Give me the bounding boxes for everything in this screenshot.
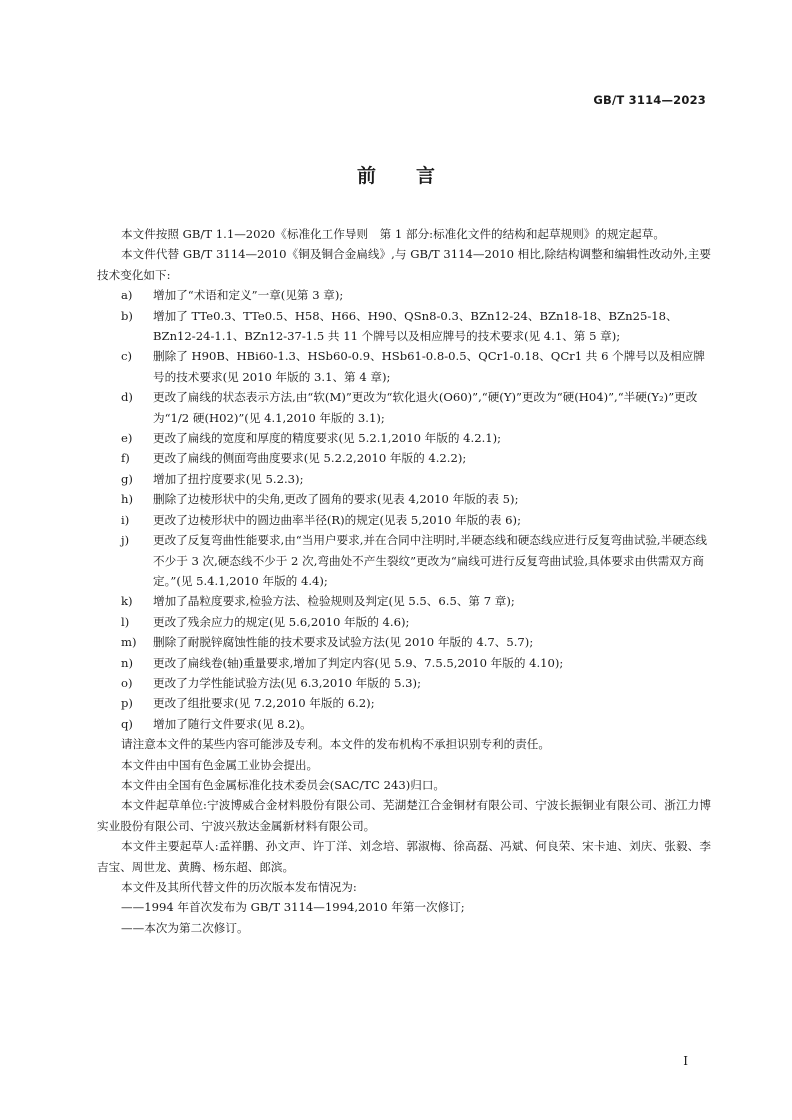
- list-item-label: d): [121, 390, 133, 405]
- list-item: [97, 285, 711, 305]
- list-item-label: b): [121, 308, 133, 323]
- list-item-text: 更改了组批要求(见 7.2,2010 年版的 6.2);: [153, 696, 375, 711]
- list-item-text: 更改了扁线的宽度和厚度的精度要求(见 5.2.1,2010 年版的 4.2.1);: [153, 431, 502, 446]
- history-item: ——本次为第二次修订。: [121, 920, 249, 935]
- list-item-text: 增加了 TTe0.3、TTe0.5、H58、H66、H90、QSn8-0.3、BZn12-24、BZn18-18、BZn25-18、BZn12-24-1.1、BZn12-37-1.5 共 11 个牌号以及相应牌号的技术要求(见 4.1、第 5 章);: [153, 308, 678, 344]
- list-item-text: 更改了力学性能试验方法(见 6.3,2010 年版的 5.3);: [153, 675, 421, 690]
- list-item: [97, 673, 711, 693]
- list-item-label: c): [121, 349, 133, 364]
- list-item: [97, 346, 711, 387]
- list-item: [97, 428, 711, 448]
- list-item-label: i): [121, 512, 130, 527]
- page-number: I: [683, 1054, 688, 1068]
- title-char-1: 前: [356, 165, 376, 187]
- paragraph-proposer: 本文件由中国有色金属工业协会提出。: [121, 757, 319, 772]
- history-item: ——1994 年首次发布为 GB/T 3114—1994,2010 年第一次修订;: [121, 900, 465, 915]
- list-item-label: o): [121, 675, 133, 690]
- list-item-text: 增加了晶粒度要求,检验方法、检验规则及判定(见 5.5、6.5、第 7 章);: [153, 594, 515, 609]
- list-item-text: 删除了边棱形状中的尖角,更改了圆角的要求(见表 4,2010 年版的表 5);: [153, 492, 519, 507]
- list-item-text: 更改了残余应力的规定(见 5.6,2010 年版的 4.6);: [153, 614, 410, 629]
- paragraph-drafting-units: 本文件起草单位:宁波博威合金材料股份有限公司、芜湖楚江合金铜材有限公司、宁波长振铜业有限公司、浙江力博实业股份有限公司、宁波兴敖达金属新材料有限公司。: [97, 798, 711, 833]
- list-item-label: n): [121, 655, 133, 670]
- list-item: [97, 632, 711, 652]
- list-item: [97, 489, 711, 509]
- title-char-2: 言: [416, 165, 436, 187]
- list-item: [97, 448, 711, 468]
- list-item-label: f): [121, 451, 130, 466]
- paragraph-replacement: 本文件代替 GB/T 3114—2010《铜及铜合金扁线》,与 GB/T 3114—2010 相比,除结构调整和编辑性改动外,主要技术变化如下:: [97, 247, 711, 282]
- list-item-text: 更改了扁线的侧面弯曲度要求(见 5.2.2,2010 年版的 4.2.2);: [153, 451, 467, 466]
- list-item: [97, 530, 711, 591]
- list-item-text: 更改了扁线卷(轴)重量要求,增加了判定内容(见 5.9、7.5.5,2010 年版的 4.10);: [153, 655, 564, 670]
- list-item-text: 增加了“术语和定义”一章(见第 3 章);: [153, 288, 344, 303]
- list-item: [97, 714, 711, 734]
- list-item-label: h): [121, 492, 133, 507]
- list-item-label: e): [121, 431, 133, 446]
- list-item: [97, 612, 711, 632]
- list-item-label: a): [121, 288, 133, 303]
- list-item: [97, 387, 711, 428]
- list-item-text: 更改了反复弯曲性能要求,由“当用户要求,并在合同中注明时,半硬态线和硬态线应进行反复弯曲试验,半硬态线不少于 3 次,硬态线不少于 2 次,弯曲处不产生裂纹”更改为“扁线可进行反复弯曲试验,具体要求由供需双方商定。”(见 5.4.1,2010 年版的 4.4);: [153, 533, 707, 588]
- list-item-text: 增加了随行文件要求(见 8.2)。: [153, 716, 312, 731]
- list-item-text: 增加了扭拧度要求(见 5.2.3);: [153, 471, 304, 486]
- list-item-text: 更改了边棱形状中的圆边曲率半径(R)的规定(见表 5,2010 年版的表 6);: [153, 512, 521, 527]
- list-item: [97, 653, 711, 673]
- list-item-label: p): [121, 696, 133, 711]
- paragraph-history-intro: 本文件及其所代替文件的历次版本发布情况为:: [121, 880, 357, 894]
- foreword-body: [97, 224, 711, 938]
- paragraph-committee: 本文件由全国有色金属标准化技术委员会(SAC/TC 243)归口。: [121, 777, 446, 792]
- standard-code: GB/T 3114—2023: [593, 93, 706, 107]
- list-item-text: 删除了 H90B、HBi60-1.3、HSb60-0.9、HSb61-0.8-0.5、QCr1-0.18、QCr1 共 6 个牌号以及相应牌号的技术要求(见 2010 年版的 3.1、第 4 章);: [153, 349, 705, 384]
- list-item: [97, 306, 711, 347]
- page-title: [0, 161, 792, 188]
- changes-list: [97, 285, 711, 734]
- list-item-label: g): [121, 471, 133, 486]
- list-item-label: q): [121, 716, 133, 731]
- list-item-label: m): [121, 635, 137, 650]
- list-item: [97, 469, 711, 489]
- list-item-text: 删除了耐脱锌腐蚀性能的技术要求及试验方法(见 2010 年版的 4.7、5.7);: [153, 635, 534, 650]
- list-item: [97, 510, 711, 530]
- list-item: [97, 693, 711, 713]
- list-item-label: l): [121, 614, 130, 629]
- list-item-label: j): [121, 533, 130, 548]
- paragraph-drafting-basis: 本文件按照 GB/T 1.1—2020《标准化工作导则 第 1 部分:标准化文件的结构和起草规则》的规定起草。: [121, 227, 665, 241]
- paragraph-patent-notice: 请注意本文件的某些内容可能涉及专利。本文件的发布机构不承担识别专利的责任。: [121, 737, 550, 752]
- list-item-text: 更改了扁线的状态表示方法,由“软(M)”更改为“软化退火(O60)”,“硬(Y)”更改为“硬(H04)”,“半硬(Y₂)”更改为“1/2 硬(H02)”(见 4.1,2010 年版的 3.1);: [153, 390, 698, 425]
- list-item-label: k): [121, 594, 133, 609]
- list-item: [97, 591, 711, 611]
- paragraph-drafters: 本文件主要起草人:孟祥鹏、孙文声、许丁洋、刘念培、郭淑梅、徐高磊、冯斌、何良荣、宋卡迪、刘庆、张毅、李吉宝、周世龙、黄腾、杨东超、郎滨。: [97, 839, 711, 874]
